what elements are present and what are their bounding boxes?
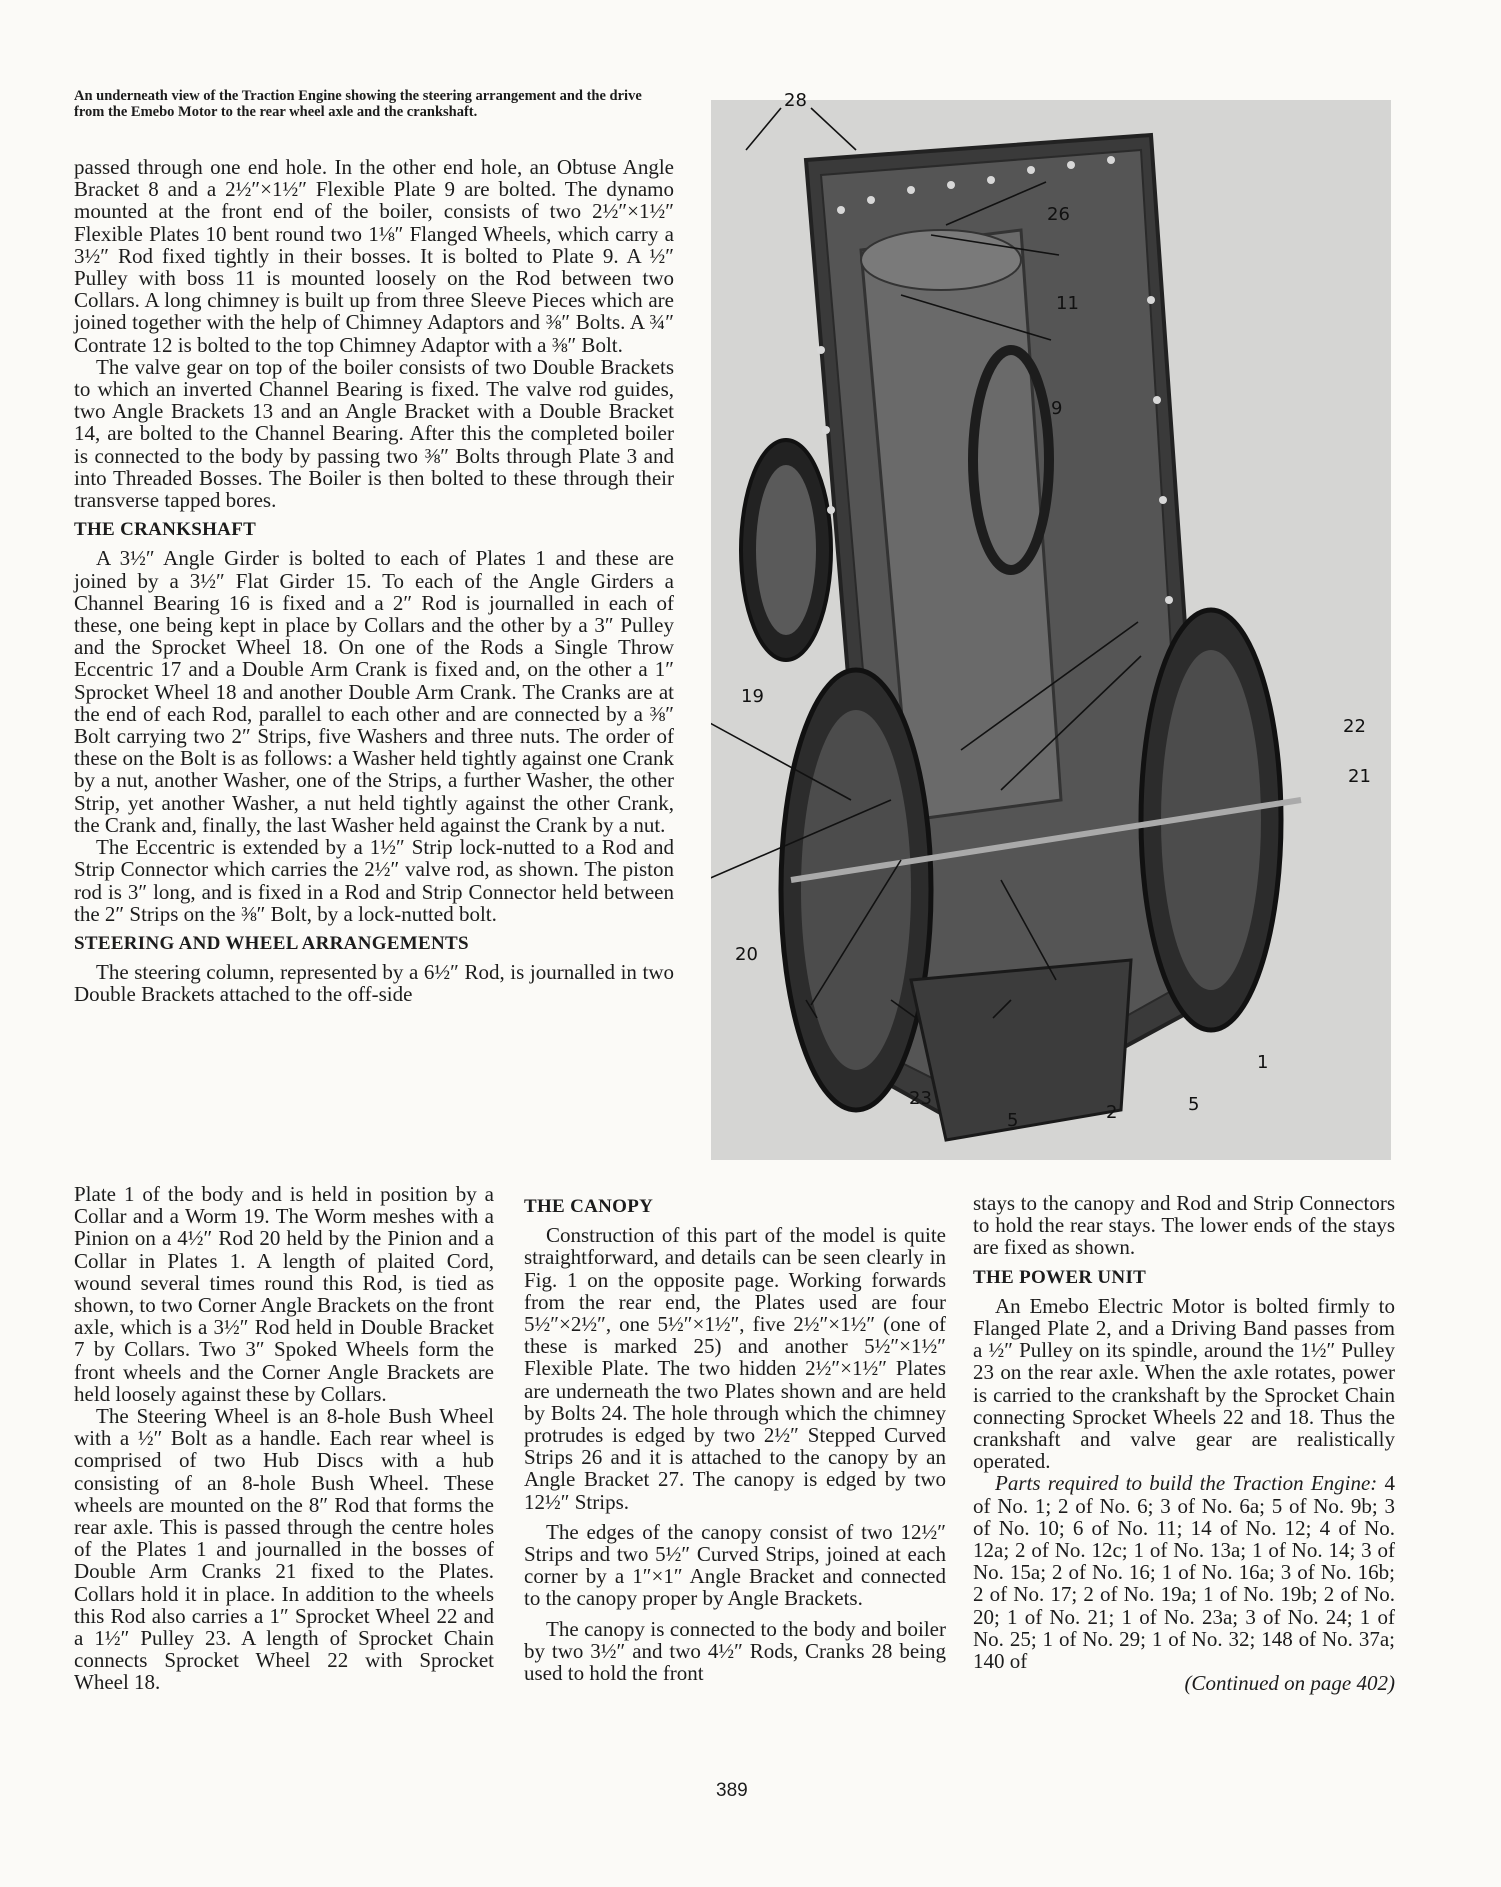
continued-note: (Continued on page 402) bbox=[1184, 1671, 1395, 1696]
heading-crankshaft: THE CRANKSHAFT bbox=[74, 519, 257, 541]
column-right bbox=[973, 1192, 1395, 1694]
callout-22: 22 bbox=[1343, 716, 1366, 737]
callout-28: 28 bbox=[784, 90, 807, 111]
paragraph: The Steering Wheel is an 8-hole Bush Wheel with a ½″ Bolt as a handle. Each rear wheel is comprised of two Hub Discs with a hub consisting of an 8-hole Bush Wheel. These wheels are mounted on the 8″ Rod that forms the rear axle. This is passed through the centre holes of the Plates 1 and journalled in the bosses of Double Arm Cranks 21 fixed to the Plates. Collars hold it in place. In addition to the wheels this Rod also carries a 1″ Sprocket Wheel 22 and a 1½″ Pulley 23. A length of Sprocket Chain connects Sprocket Wheel 22 with Sprocket Wheel 18. bbox=[74, 1404, 494, 1695]
paragraph: The edges of the canopy consist of two 12½″ Strips and two 5½″ Curved Strips, joined at each corner by a 1″×1″ Angle Bracket and connected to the canopy proper by Angle Brackets. bbox=[524, 1519, 946, 1611]
heading-steering: STEERING AND WHEEL ARRANGEMENTS bbox=[74, 932, 469, 954]
callout-9: 9 bbox=[1051, 398, 1063, 419]
column-left-upper bbox=[74, 156, 674, 1006]
paragraph: An Emebo Electric Motor is bolted firmly to Flanged Plate 2, and a Driving Band passes from a ½″ Pulley on its spindle, around the 1½″ Pulley 23 on the rear axle. When the axle rotates, power is carried to the crankshaft by the Sprocket Chain connecting Sprocket Wheels 22 and 18. Thus the crankshaft and valve gear are realistically operated. bbox=[973, 1293, 1395, 1474]
paragraph: The Eccentric is extended by a 1½″ Strip lock-nutted to a Rod and Strip Connector which carries the 2½″ valve rod, as shown. The piston rod is 3″ long, and is fixed in a Rod and Strip Connector held between the 2″ Strips on the ⅜″ Bolt, by a lock-nutted bolt. bbox=[74, 835, 674, 926]
callout-19: 19 bbox=[741, 686, 764, 707]
paragraph: passed through one end hole. In the other end hole, an Obtuse Angle Bracket 8 and a 2½″×1½″ Flexible Plate 9 are bolted. The dynamo mounted at the front end of the boiler, consists of two 2½″×1½″ Flexible Plates 10 bent round two 1⅛″ Flanged Wheels, which carry a 3½″ Rod fixed tightly in their bosses. It is bolted to Plate 9. A ½″ Pulley with boss 11 is mounted loosely on the Rod between two Collars. A long chimney is built up from three Sleeve Pieces which are joined together with the help of Chimney Adaptors and ⅜″ Bolts. A ¾″ Contrate 12 is bolted to the top Chimney Adaptor with a ⅜″ Bolt. bbox=[74, 155, 674, 357]
page-number: 389 bbox=[716, 1780, 748, 1801]
callout-1: 1 bbox=[1257, 1052, 1269, 1073]
callout-2: 2 bbox=[1106, 1102, 1118, 1123]
paragraph: Construction of this part of the model is quite straightforward, and details can be seen clearly in Fig. 1 on the opposite page. Working forwards from the rear end, the Plates used are four 5½″×2½″, one 5½″×1½″, five 2½″×1½″ (one of these is marked 25) and another 5½″×1½″ Flexible Plate. The two hidden 2½″×1½″ Plates are underneath the two Plates shown and are held by Bolts 24. The hole through which the chimney protrudes is edged by two 2½″ Stepped Curved Strips 26 and it is attached to the canopy by an Angle Bracket 27. The canopy is edged by two 12½″ Strips. bbox=[524, 1223, 946, 1514]
paragraph: The canopy is connected to the body and boiler by two 3½″ and two 4½″ Rods, Cranks 28 being used to hold the front bbox=[524, 1616, 946, 1686]
callout-5-left: 5 bbox=[1007, 1110, 1019, 1131]
figure-caption: An underneath view of the Traction Engine showing the steering arrangement and the drive from the Emebo Motor to the rear wheel axle and the crankshaft. bbox=[74, 88, 642, 120]
paragraph: A 3½″ Angle Girder is bolted to each of Plates 1 and these are joined by a 3½″ Flat Girder 15. To each of the Angle Girders a Channel Bearing 16 is fixed and a 2″ Rod is journalled in each of these, one being kept in place by Collars and the other by a 3″ Pulley and the Sprocket Wheel 18. On one of the Rods a Single Throw Eccentric 17 and a Double Arm Crank is fixed and, on the other a 1″ Sprocket Wheel 18 and another Double Arm Crank. The Cranks are at the end of each Rod, parallel to each other and are connected by a ⅜″ Bolt carrying two 2″ Strips, five Washers and three nuts. The order of these on the Bolt is as follows: a Washer held tightly against one Crank by a nut, another Washer, one of the Strips, a further Washer, the other Strip, yet another Washer, a nut held tightly against the other Crank, the Crank and, finally, the last Washer held against the Crank by a nut. bbox=[74, 546, 674, 837]
callout-5-right: 5 bbox=[1188, 1094, 1200, 1115]
paragraph: The valve gear on top of the boiler consists of two Double Brackets to which an inverted Channel Bearing is fixed. The valve rod guides, two Angle Brackets 13 and an Angle Bracket with a Double Bracket 14, are bolted to the Channel Bearing. After this the completed boiler is connected to the body by passing two ⅜″ Bolts through Plate 3 and into Threaded Bosses. The Boiler is then bolted to these through their transverse tapped bores. bbox=[74, 354, 674, 513]
callout-20: 20 bbox=[735, 944, 758, 965]
heading-canopy: THE CANOPY bbox=[524, 1196, 654, 1217]
column-left-lower bbox=[74, 1183, 494, 1694]
callout-11: 11 bbox=[1056, 293, 1079, 314]
paragraph: The steering column, represented by a 6½″ Rod, is journalled in two Double Brackets attached to the off-side bbox=[74, 960, 674, 1007]
callout-23: 23 bbox=[909, 1088, 932, 1109]
callout-26: 26 bbox=[1047, 204, 1070, 225]
column-middle bbox=[524, 1196, 946, 1684]
paragraph: stays to the canopy and Rod and Strip Connectors to hold the rear stays. The lower ends of the stays are fixed as shown. bbox=[973, 1191, 1395, 1260]
engine-illustration bbox=[711, 100, 1391, 1160]
parts-list-items: 4 of No. 1; 2 of No. 6; 3 of No. 6a; 5 of No. 9b; 3 of No. 10; 6 of No. 11; 14 of No. 12; 4 of No. 12a; 2 of No. 12c; 1 of No. 13a; 1 of No. 14; 3 of No. 15a; 2 of No. 16; 1 of No. 16a; 3 of No. 16b; 2 of No. 17; 2 of No. 19a; 1 of No. 19b; 2 of No. 20; 1 of No. 21; 1 of No. 23a; 3 of No. 24; 1 of No. 25; 1 of No. 29; 1 of No. 32; 148 of No. 37a; 140 of bbox=[973, 1471, 1395, 1674]
traction-engine-photo bbox=[711, 90, 1391, 1160]
heading-power-unit: THE POWER UNIT bbox=[973, 1266, 1147, 1288]
parts-list bbox=[973, 1472, 1395, 1672]
callout-21: 21 bbox=[1348, 766, 1371, 787]
parts-list-heading: Parts required to build the Traction Engine: bbox=[995, 1471, 1378, 1496]
paragraph: Plate 1 of the body and is held in position by a Collar and a Worm 19. The Worm meshes with a Pinion on a 4½″ Rod 20 held by the Pinion and a Collar in Plates 1. A length of plaited Cord, wound several times round this Rod, is tied as shown, to two Corner Angle Brackets on the front axle, which is a 3½″ Rod held in Double Bracket 7 by Collars. Two 3″ Spoked Wheels form the front wheels and the Corner Angle Brackets are held loosely against these by Collars. bbox=[74, 1182, 494, 1406]
